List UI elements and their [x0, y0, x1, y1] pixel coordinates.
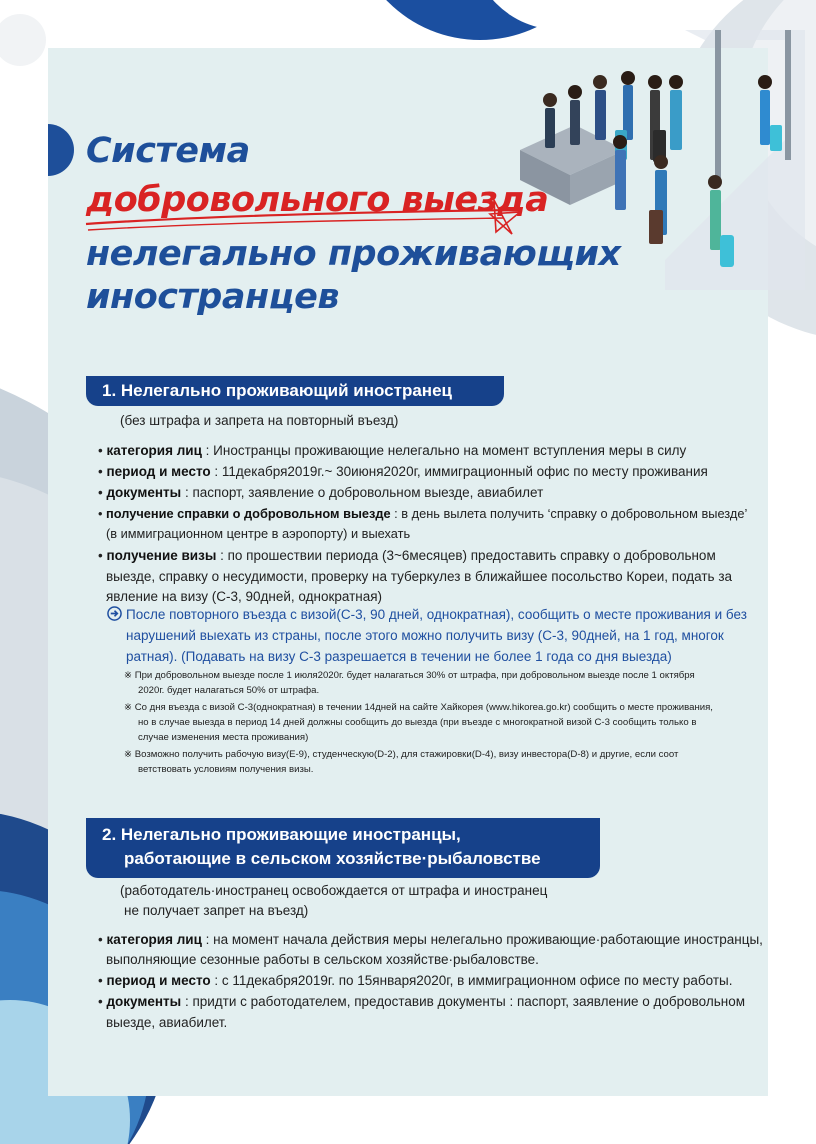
- section-1-note: случае изменения места проживания): [138, 732, 309, 743]
- section-1-highlight-line-3: ратная). (Подавать на визу C-3 разрешается в течении не более 1 года со дня выезда): [126, 649, 672, 664]
- item-label: получение справки о добровольном выезде: [106, 506, 391, 521]
- item-text: : Иностранцы проживающие нелегально на момент вступления меры в силу: [201, 443, 687, 458]
- item-label: документы: [106, 485, 182, 500]
- item-text: : 11декабря2019г.~ 30июня2020г, иммиграционный офис по месту проживания: [210, 464, 708, 479]
- section-1-item-visa-cont2: явление на визу (C-3, 90дней, однократная): [106, 589, 383, 604]
- section-1-note: 2020г. будет налагаться 50% от штрафа.: [138, 685, 320, 696]
- section-1-note: но в случае выезда в период 14 дней должны сообщить до выезда (при въезде с многократной визой C-3 сообщить только в: [138, 717, 697, 728]
- section-2-item-category: • категория лиц : на момент начала действия меры нелегально проживающие·работающие иностранцы,: [98, 932, 763, 947]
- section-2-subtitle-line-1: (работодатель·иностранец освобождается от штрафа и иностранец: [120, 883, 548, 898]
- section-1-note: ※ Со дня въезда с визой C-3(однократная) в течении 14дней на сайте Хайкорея (www.hikorea.go.kr) сообщить о месте проживания,: [124, 702, 713, 713]
- section-2-header-line-1: 2. Нелегально проживающие иностранцы,: [102, 825, 461, 844]
- section-1-item-period: • период и место : 11декабря2019г.~ 30июня2020г, иммиграционный офис по месту проживания: [98, 464, 708, 479]
- section-1-subtitle: (без штрафа и запрета на повторный въезд): [120, 413, 399, 428]
- item-label: документы: [106, 994, 182, 1009]
- section-1-item-documents: • документы : паспорт, заявление о добровольном выезде, авиабилет: [98, 485, 544, 500]
- section-1-header: 1. Нелегально проживающий иностранец: [86, 376, 504, 406]
- item-text: : паспорт, заявление о добровольном выезде, авиабилет: [181, 485, 544, 500]
- section-1-note: ※ При добровольном выезде после 1 июля2020г. будет налагаться 30% от штрафа, при добровольном выезде после 1 октября: [124, 670, 695, 681]
- item-label: категория лиц: [106, 443, 202, 458]
- item-label: получение визы: [106, 548, 217, 563]
- title-line-3: нелегально проживающих: [86, 234, 621, 274]
- item-text: : на момент начала действия меры нелегально проживающие·работающие иностранцы,: [201, 932, 763, 947]
- section-1-highlight-line-1: После повторного въезда с визой(C-3, 90 дней, однократная), сообщить о месте проживания и без: [126, 607, 747, 622]
- section-1-item-visa-cont: выезде, справку о несудимости, проверку на туберкулез в ближайшее посольство Кореи, подать за: [106, 569, 733, 584]
- section-2-item-documents-cont: выезде, авиабилет.: [106, 1015, 228, 1030]
- section-2-subtitle-line-2: не получает запрет на въезд): [124, 903, 309, 918]
- red-underline-decoration: [84, 196, 529, 238]
- item-text: : с 11декабря2019г. по 15января2020г, в иммиграционном офисе по месту работы.: [210, 973, 733, 988]
- section-2-item-documents: • документы : придти с работодателем, предоставив документы : паспорт, заявление о добровольном: [98, 994, 746, 1009]
- section-2-header-line-2: работающие в сельском хозяйстве·рыбаловстве: [124, 849, 541, 868]
- section-1-item-visa: • получение визы : по прошествии периода (3~6месяцев) предоставить справку о добровольном: [98, 548, 716, 563]
- arrow-right-circle-icon: [107, 606, 122, 621]
- item-label: категория лиц: [106, 932, 202, 947]
- section-2-item-period: • период и место : с 11декабря2019г. по 15января2020г, в иммиграционном офисе по месту работы.: [98, 973, 733, 988]
- section-2-item-category-cont: выполняющие сезонные работы в сельском хозяйстве·рыбаловстве.: [106, 952, 539, 967]
- title-line-4: иностранцев: [86, 277, 339, 317]
- item-text: : по прошествии периода (3~6месяцев) предоставить справку о добровольном: [216, 548, 716, 563]
- section-1-item-category: • категория лиц : Иностранцы проживающие нелегально на момент вступления меры в силу: [98, 443, 687, 458]
- section-1-note: ※ Возможно получить рабочую визу(E-9), студенческую(D-2), для стажировки(D-4), визу инвестора(D-8) и другие, если соот: [124, 749, 679, 760]
- section-1-highlight-line-2: нарушений выехать из страны, после этого можно получить визу (C-3, 90дней, на 1 год, многок: [126, 628, 724, 643]
- title-accent-shape: [48, 124, 78, 176]
- title-line-2: добровольного выезда: [86, 180, 549, 220]
- section-2-header: [86, 818, 600, 878]
- section-1-item-certificate: • получение справки о добровольном выезде : в день вылета получить ‘справку о добровольном выезде’: [98, 506, 748, 521]
- item-text: : в день вылета получить ‘справку о добровольном выезде’: [390, 506, 748, 521]
- title-line-1: Система: [86, 131, 250, 171]
- item-label: период и место: [106, 464, 211, 479]
- section-1-item-certificate-cont: (в иммиграционном центре в аэропорту) и выехать: [106, 526, 411, 541]
- item-label: период и место: [106, 973, 211, 988]
- section-1-note: ветствовать условиям получения визы.: [138, 764, 314, 775]
- item-text: : придти с работодателем, предоставив документы : паспорт, заявление о добровольном: [181, 994, 746, 1009]
